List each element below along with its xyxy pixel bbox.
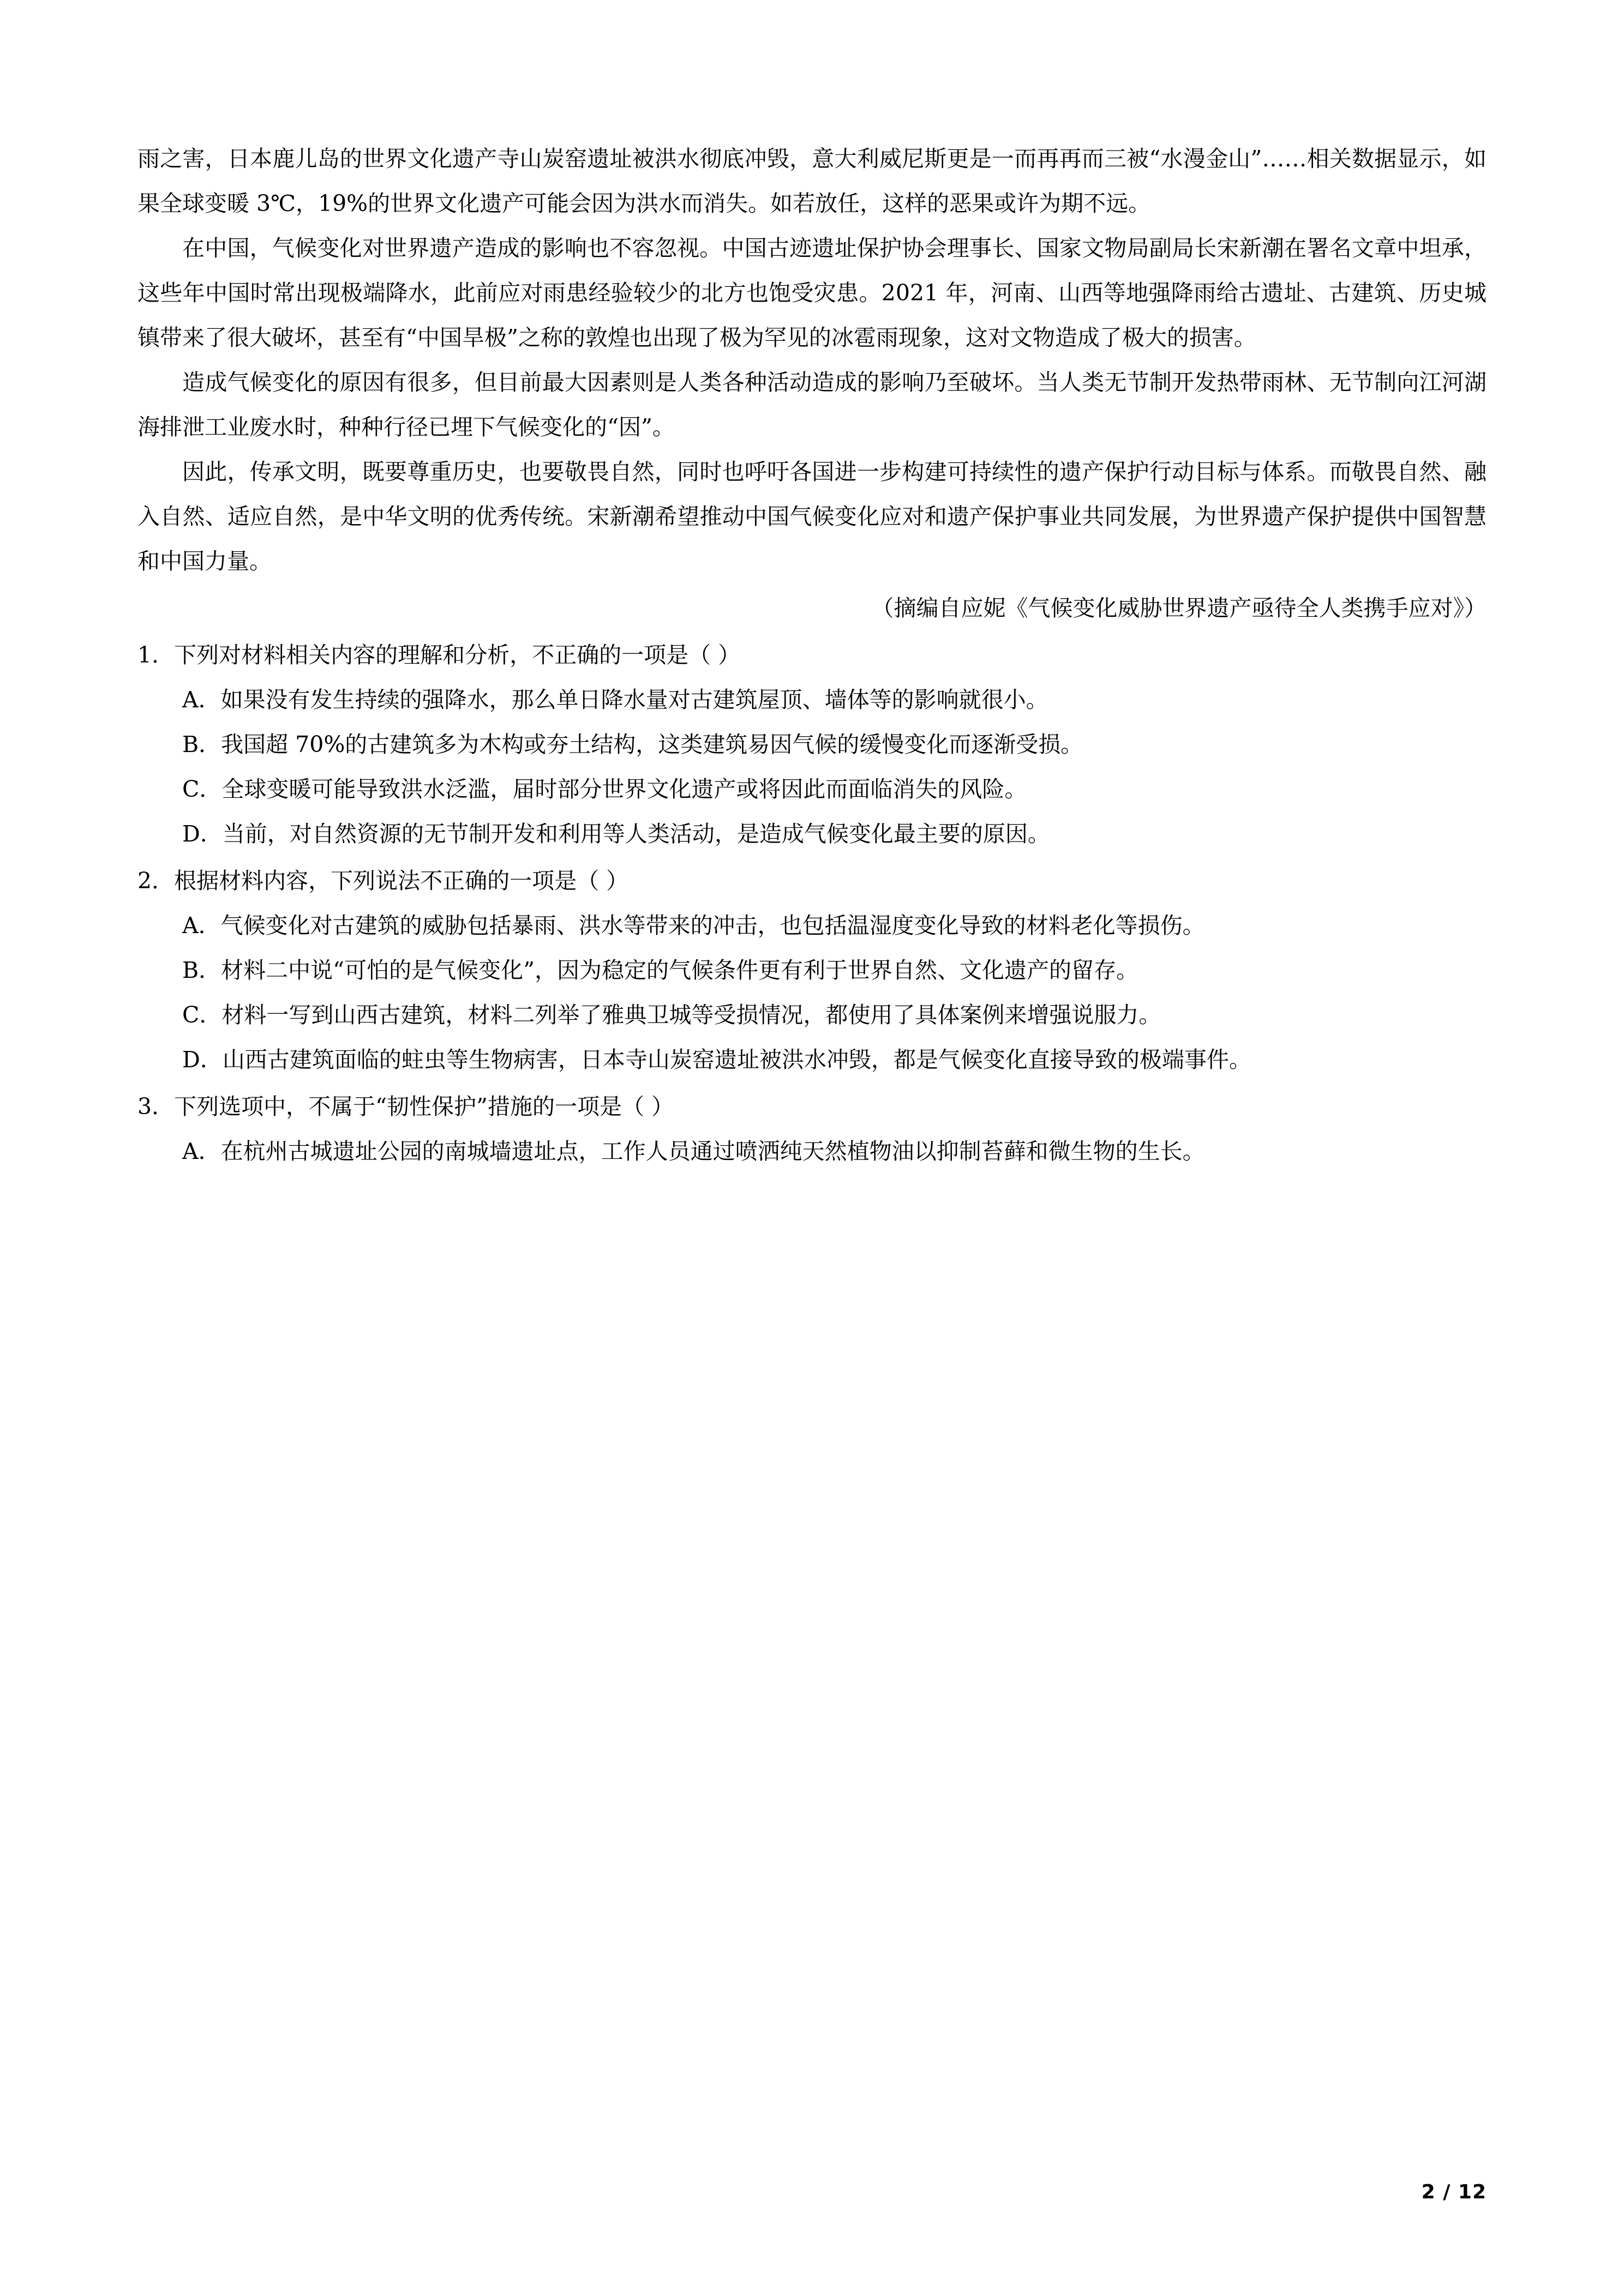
question-3-option-a: A．在杭州古城遗址公园的南城墙遗址点，工作人员通过喷洒纯天然植物油以抑制苔藓和微生物的生长。 <box>182 1138 1205 1164</box>
current-page-number: 2 <box>1421 2181 1436 2203</box>
question-1-option-d: D．当前，对自然资源的无节制开发和利用等人类活动，是造成气候变化最主要的原因。 <box>182 821 1050 847</box>
source-attribution: （摘编自应妮《气候变化威胁世界遗产亟待全人类携手应对》） <box>871 595 1487 621</box>
question-2-option-b: B．材料二中说“可怕的是气候变化”，因为稳定的气候条件更有利于世界自然、文化遗产的留存。 <box>182 957 1139 983</box>
paragraph-4: 因此，传承文明，既要尊重历史，也要敬畏自然，同时也呼吁各国进一步构建可持续性的遗产保护行动目标与体系。而敬畏自然、融入自然、适应自然，是中华文明的优秀传统。宋新潮希望推动中国气候变化应对和遗产保护事业共同发展，为世界遗产保护提供中国智慧和中国力量。 <box>137 459 1487 574</box>
question-3-stem: 3．下列选项中，不属于“韧性保护”措施的一项是（ ） <box>137 1093 674 1120</box>
question-2-option-a: A．气候变化对古建筑的威胁包括暴雨、洪水等带来的冲击，也包括温湿度变化导致的材料老化等损伤。 <box>182 912 1205 939</box>
paragraph-1: 雨之害，日本鹿儿岛的世界文化遗产寺山炭窑遗址被洪水彻底冲毁，意大利威尼斯更是一而再再而三被“水漫金山”……相关数据显示，如果全球变暖 3℃，19%的世界文化遗产可能会因为洪水而消失。如若放任，这样的恶果或许为期不远。 <box>137 146 1487 217</box>
question-2-stem: 2．根据材料内容，下列说法不正确的一项是（ ） <box>137 868 629 894</box>
page-footer <box>1422 2181 1487 2203</box>
question-1-option-b: B．我国超 70%的古建筑多为木构或夯土结构，这类建筑易因气候的缓慢变化而逐渐受损。 <box>182 731 1083 758</box>
question-1-option-a: A．如果没有发生持续的强降水，那么单日降水量对古建筑屋顶、墙体等的影响就很小。 <box>182 687 1048 713</box>
document-body <box>137 136 1487 1174</box>
paragraph-2: 在中国，气候变化对世界遗产造成的影响也不容忽视。中国古迹遗址保护协会理事长、国家文物局副局长宋新潮在署名文章中坦承，这些年中国时常出现极端降水，此前应对雨患经验较少的北方也饱受灾患。2021 年，河南、山西等地强降雨给古遗址、古建筑、历史城镇带来了很大破坏，甚至有“中国旱极”之称的敦煌也出现了极为罕见的冰雹雨现象，这对文物造成了极大的损害。 <box>137 235 1487 351</box>
question-2-option-c: C．材料一写到山西古建筑，材料二列举了雅典卫城等受损情况，都使用了具体案例来增强说服力。 <box>182 1002 1161 1028</box>
question-2-option-d: D．山西古建筑面临的蛀虫等生物病害，日本寺山炭窑遗址被洪水冲毁，都是气候变化直接导致的极端事件。 <box>182 1047 1251 1073</box>
question-1-stem: 1．下列对材料相关内容的理解和分析，不正确的一项是（ ） <box>137 642 741 668</box>
paragraph-3: 造成气候变化的原因有很多，但目前最大因素则是人类各种活动造成的影响乃至破坏。当人类无节制开发热带雨林、无节制向江河湖海排泄工业废水时，种种行径已埋下气候变化的“因”。 <box>137 369 1487 440</box>
total-page-number: 12 <box>1458 2181 1487 2203</box>
page-separator: / <box>1443 2181 1451 2203</box>
question-1-option-c: C．全球变暖可能导致洪水泛滥，届时部分世界文化遗产或将因此而面临消失的风险。 <box>182 776 1027 802</box>
